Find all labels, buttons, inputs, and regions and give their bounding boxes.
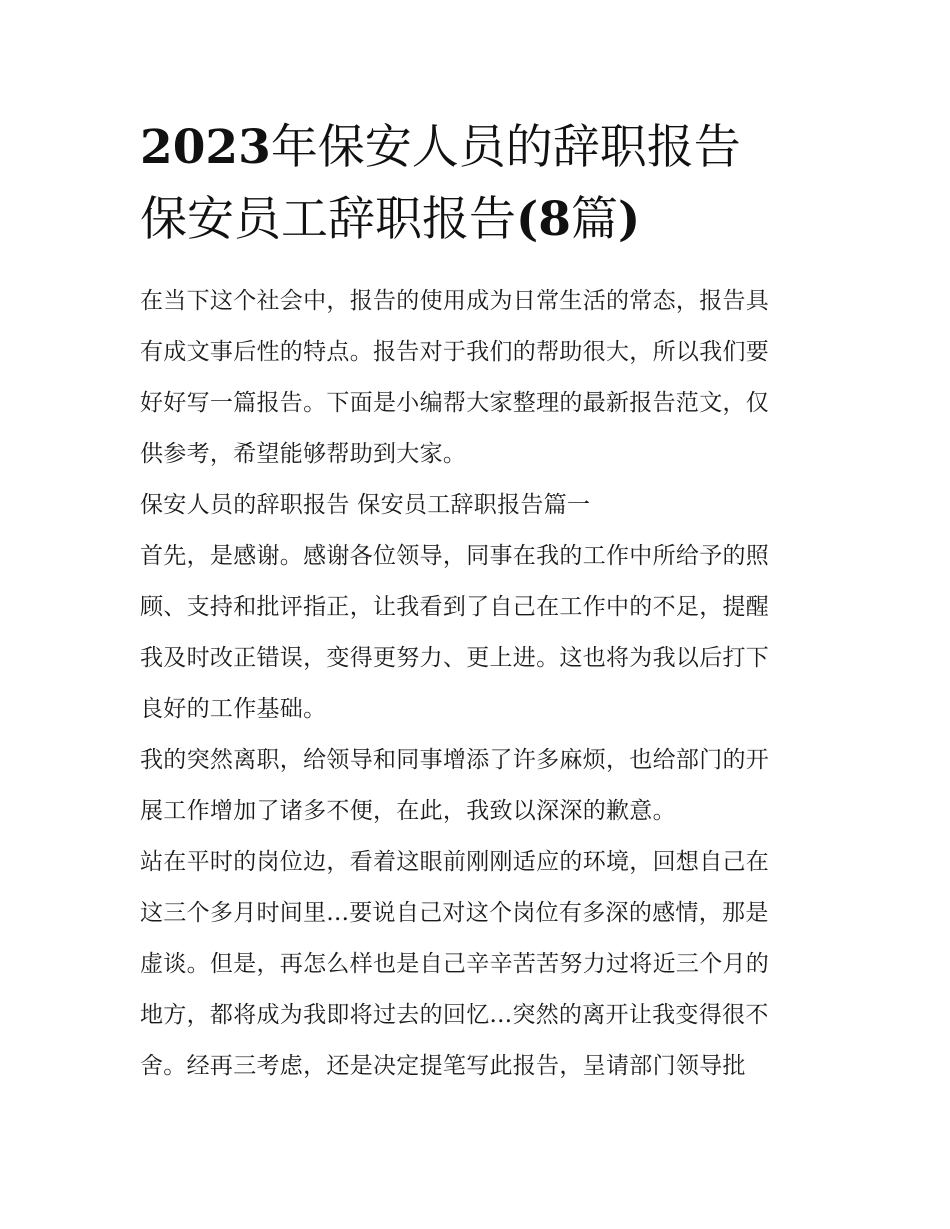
title-count-close: ): [617, 192, 641, 247]
text-line: 良好的工作基础。: [140, 696, 327, 722]
text-line: 顾、支持和批评指正，让我看到了自己在工作中的不足，提醒: [140, 594, 770, 620]
text-line: 好好写一篇报告。下面是小编帮大家整理的最新报告范文，仅: [140, 390, 770, 416]
text-line: 展工作增加了诸多不便，在此，我致以深深的歉意。: [140, 798, 676, 824]
section-heading: [140, 480, 812, 531]
paragraph-reflection: [140, 837, 812, 1092]
text-line: 我及时改正错误，变得更努力、更上进。这也将为我以后打下: [140, 645, 770, 671]
text-line: 这三个多月时间里...要说自己对这个岗位有多深的感情，那是: [140, 900, 769, 926]
title-count-unit: 篇: [570, 192, 618, 247]
title-line-2-text: 保安员工辞职报告: [140, 192, 516, 247]
title-line-1: [140, 112, 840, 184]
text-line: 首先，是感谢。感谢各位领导，同事在我的工作中所给予的照: [140, 543, 770, 569]
title-year: 2023: [140, 120, 271, 175]
paragraph-intro: [140, 276, 812, 480]
paragraph-apology: [140, 735, 812, 837]
text-line: 有成文事后性的特点。报告对于我们的帮助很大，所以我们要: [140, 339, 770, 365]
title-line-2: [140, 184, 840, 256]
text-line: 站在平时的岗位边，看着这眼前刚刚适应的环境，回想自己在: [140, 849, 770, 875]
text-line: 虚谈。但是，再怎么样也是自己辛辛苦苦努力过将近三个月的: [140, 951, 770, 977]
title-line-1-text: 年保安人员的辞职报告: [270, 120, 741, 175]
text-line: 供参考，希望能够帮助到大家。: [140, 441, 467, 467]
text-line: 舍。经再三考虑，还是决定提笔写此报告，呈请部门领导批: [140, 1053, 746, 1079]
document-title: [140, 112, 840, 256]
paragraph-thanks: [140, 531, 812, 735]
text-line: 地方，都将成为我即将过去的回忆...突然的离开让我变得很不: [140, 1002, 769, 1028]
text-line: 在当下这个社会中，报告的使用成为日常生活的常态，报告具: [140, 288, 770, 314]
title-count-open: (8: [516, 192, 571, 247]
document-body: [140, 276, 812, 1092]
text-line: 我的突然离职，给领导和同事增添了许多麻烦，也给部门的开: [140, 747, 770, 773]
text-line: 保安人员的辞职报告 保安员工辞职报告篇一: [140, 492, 591, 518]
